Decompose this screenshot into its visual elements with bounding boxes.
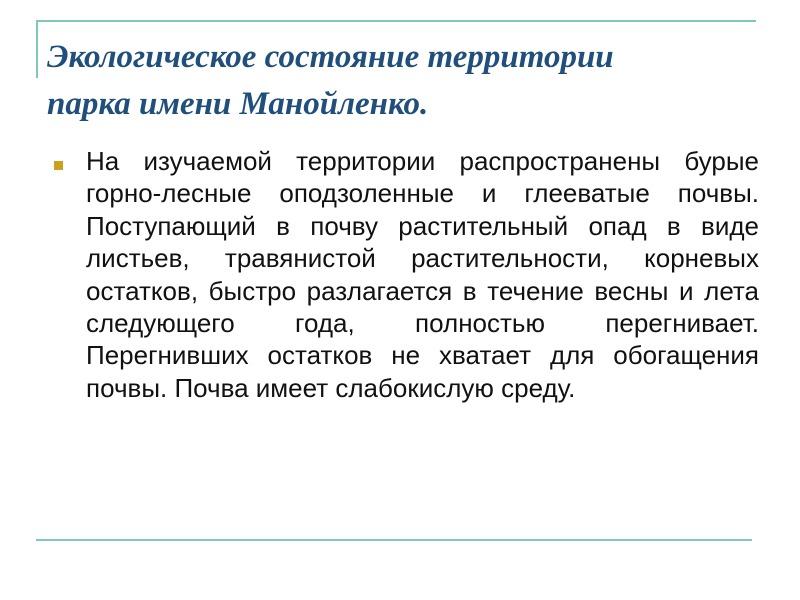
slide-title xyxy=(47,34,767,128)
slide-title-line-1: Экологическое состояние территории xyxy=(47,39,614,75)
bullet-text: На изучаемой территории распространены бурые горно-лесные оподзоленные и глееватые почвы. Поступающий в почву растительный опад в виде листьев, травянистой растительности, корневых остатков, быстро разлагается в течение весны и лета следующего года, полностью перегнивает. Перегнивших остатков не хватает для обогащения почвы. Почва имеет слабокислую среду. xyxy=(86,146,759,403)
slide-title-line-2: парка имени Манойленко. xyxy=(47,86,429,122)
bullet-list-item xyxy=(54,145,759,525)
square-bullet-icon xyxy=(54,161,63,170)
bottom-divider-line xyxy=(36,539,752,541)
top-divider-line xyxy=(36,20,756,22)
left-divider-line xyxy=(36,20,38,78)
